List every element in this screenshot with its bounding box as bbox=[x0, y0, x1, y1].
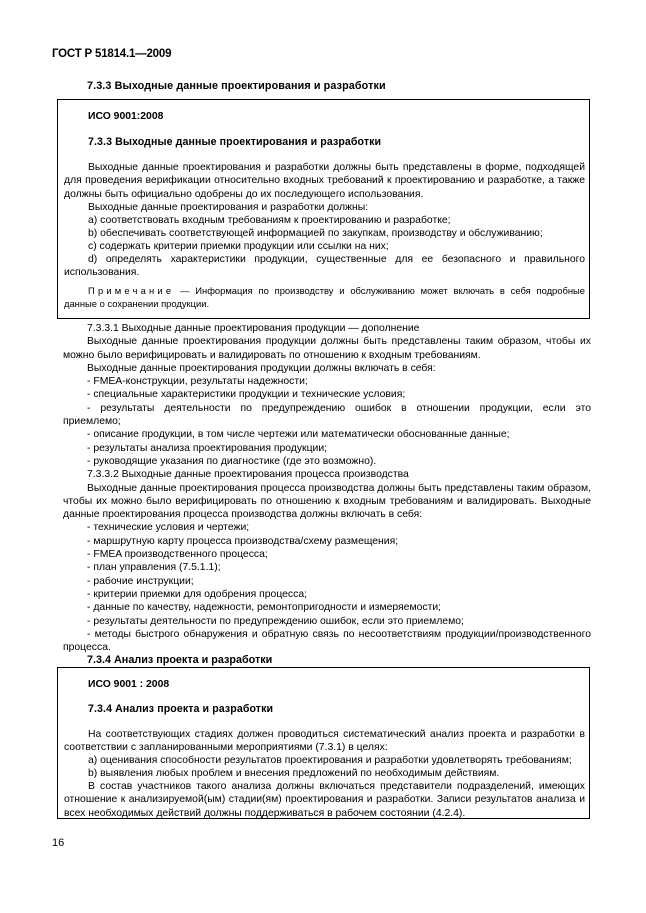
subsection-title: 7.3.3.1 Выходные данные проектирования продукции — дополнение bbox=[87, 323, 420, 334]
iso-box-paragraph: Выходные данные проектирования и разработки должны быть представлены в форме, подходящей для проведения верификации относительно входных требований к проектированию и разработке, а также должны быть официально одобрены до их последующего использования. bbox=[64, 162, 585, 200]
document-id: ГОСТ Р 51814.1—2009 bbox=[52, 48, 172, 60]
list-item: b) обеспечивать соответствующей информацией по закупкам, производству и обслуживанию; bbox=[88, 228, 543, 239]
list-item: - результаты деятельности по предупреждению ошибок, если это приемлемо; bbox=[87, 615, 464, 627]
list-item: а) оценивания способности результатов проектирования и разработки удовлетворять требованиям; bbox=[88, 755, 572, 766]
list-item: - FMEA производственного процесса; bbox=[87, 549, 268, 561]
list-item: - руководящие указания по диагностике (где это возможно). bbox=[87, 455, 377, 467]
list-item: - результаты анализа проектирования продукции; bbox=[87, 442, 328, 454]
subsection-title: 7.3.3.2 Выходные данные проектирования процесса производства bbox=[87, 469, 409, 481]
list-item: - критерии приемки для одобрения процесса; bbox=[87, 588, 307, 600]
list-item: - план управления (7.5.1.1); bbox=[87, 562, 221, 574]
paragraph: Выходные данные проектирования процесса производства должны быть представлены таким образом, чтобы их можно было верифицировать по отношению к входным требованиям и валидировать. Выходные данные проектирования процесса производства должны включать в себя: bbox=[63, 482, 591, 521]
list-item: - технические условия и чертежи; bbox=[87, 522, 250, 534]
note-text: — Информация по производству и обслуживанию может включать в себя подробные данные о сохранении продукции. bbox=[64, 285, 585, 309]
page-number: 16 bbox=[52, 837, 65, 849]
list-item: - методы быстрого обнаружения и обратную связь по несоответствиям продукции/производственного процесса. bbox=[63, 628, 591, 654]
list-item: - маршрутную карту процесса производства/схему размещения; bbox=[87, 535, 399, 547]
section-heading-7-3-3: 7.3.3 Выходные данные проектирования и разработки bbox=[87, 80, 386, 92]
paragraph: Выходные данные проектирования продукции должны включать в себя: bbox=[87, 362, 436, 374]
section-7-3-3-1 bbox=[63, 322, 591, 668]
iso-box-paragraph: В состав участников такого анализа должны включаться представители подразделений, имеющих отношение к анализируемой(ым) стадии(ям) проектирования и разработки. Записи результатов анализа и всех необходимых действий должны поддерживаться в рабочем состоянии (4.2.4). bbox=[64, 781, 585, 819]
note-label: Примечание bbox=[88, 285, 175, 296]
list-item: - результаты деятельности по предупреждению ошибок в отношении продукции, если это приемлемо; bbox=[63, 402, 591, 428]
list-item: d) определять характеристики продукции, существенные для ее безопасного и правильного использования. bbox=[64, 254, 585, 279]
list-item: - специальные характеристики продукции и технические условия; bbox=[87, 389, 406, 401]
list-item: а) соответствовать входным требованиям к проектированию и разработке; bbox=[88, 215, 451, 226]
list-item: - описание продукции, в том числе чертежи или математически обоснованные данные; bbox=[87, 429, 510, 441]
list-item: b) выявления любых проблем и внесения предложений по необходимым действиям. bbox=[88, 768, 500, 779]
iso-reference: ИСО 9001 : 2008 bbox=[88, 679, 170, 690]
list-item: - FMEA-конструкции, результаты надежности; bbox=[87, 376, 308, 388]
list-item: c) содержать критерии приемки продукции или ссылки на них; bbox=[88, 241, 389, 252]
list-item: - данные по качеству, надежности, ремонтопригодности и измеряемости; bbox=[87, 602, 442, 614]
iso-box-paragraph: На соответствующих стадиях должен проводиться систематический анализ проекта и разработки в соответствии с запланированными мероприятиями (7.3.1) в целях: bbox=[64, 729, 585, 754]
iso-box-heading: 7.3.4 Анализ проекта и разработки bbox=[88, 703, 274, 715]
iso-quote-box-7-3-3 bbox=[57, 99, 590, 319]
paragraph: Выходные данные проектирования продукции должны быть представлены таким образом, чтобы их можно было верифицировать и валидировать по отношению к входным требованиям. bbox=[63, 336, 591, 361]
iso-box-heading: 7.3.3 Выходные данные проектирования и разработки bbox=[88, 136, 382, 148]
section-heading-7-3-4: 7.3.4 Анализ проекта и разработки bbox=[87, 654, 273, 667]
iso-quote-box-7-3-4 bbox=[57, 667, 590, 819]
list-item: - рабочие инструкции; bbox=[87, 575, 194, 587]
iso-reference: ИСО 9001:2008 bbox=[88, 111, 164, 122]
iso-box-paragraph: Выходные данные проектирования и разработки должны: bbox=[88, 202, 369, 213]
note bbox=[64, 285, 585, 310]
